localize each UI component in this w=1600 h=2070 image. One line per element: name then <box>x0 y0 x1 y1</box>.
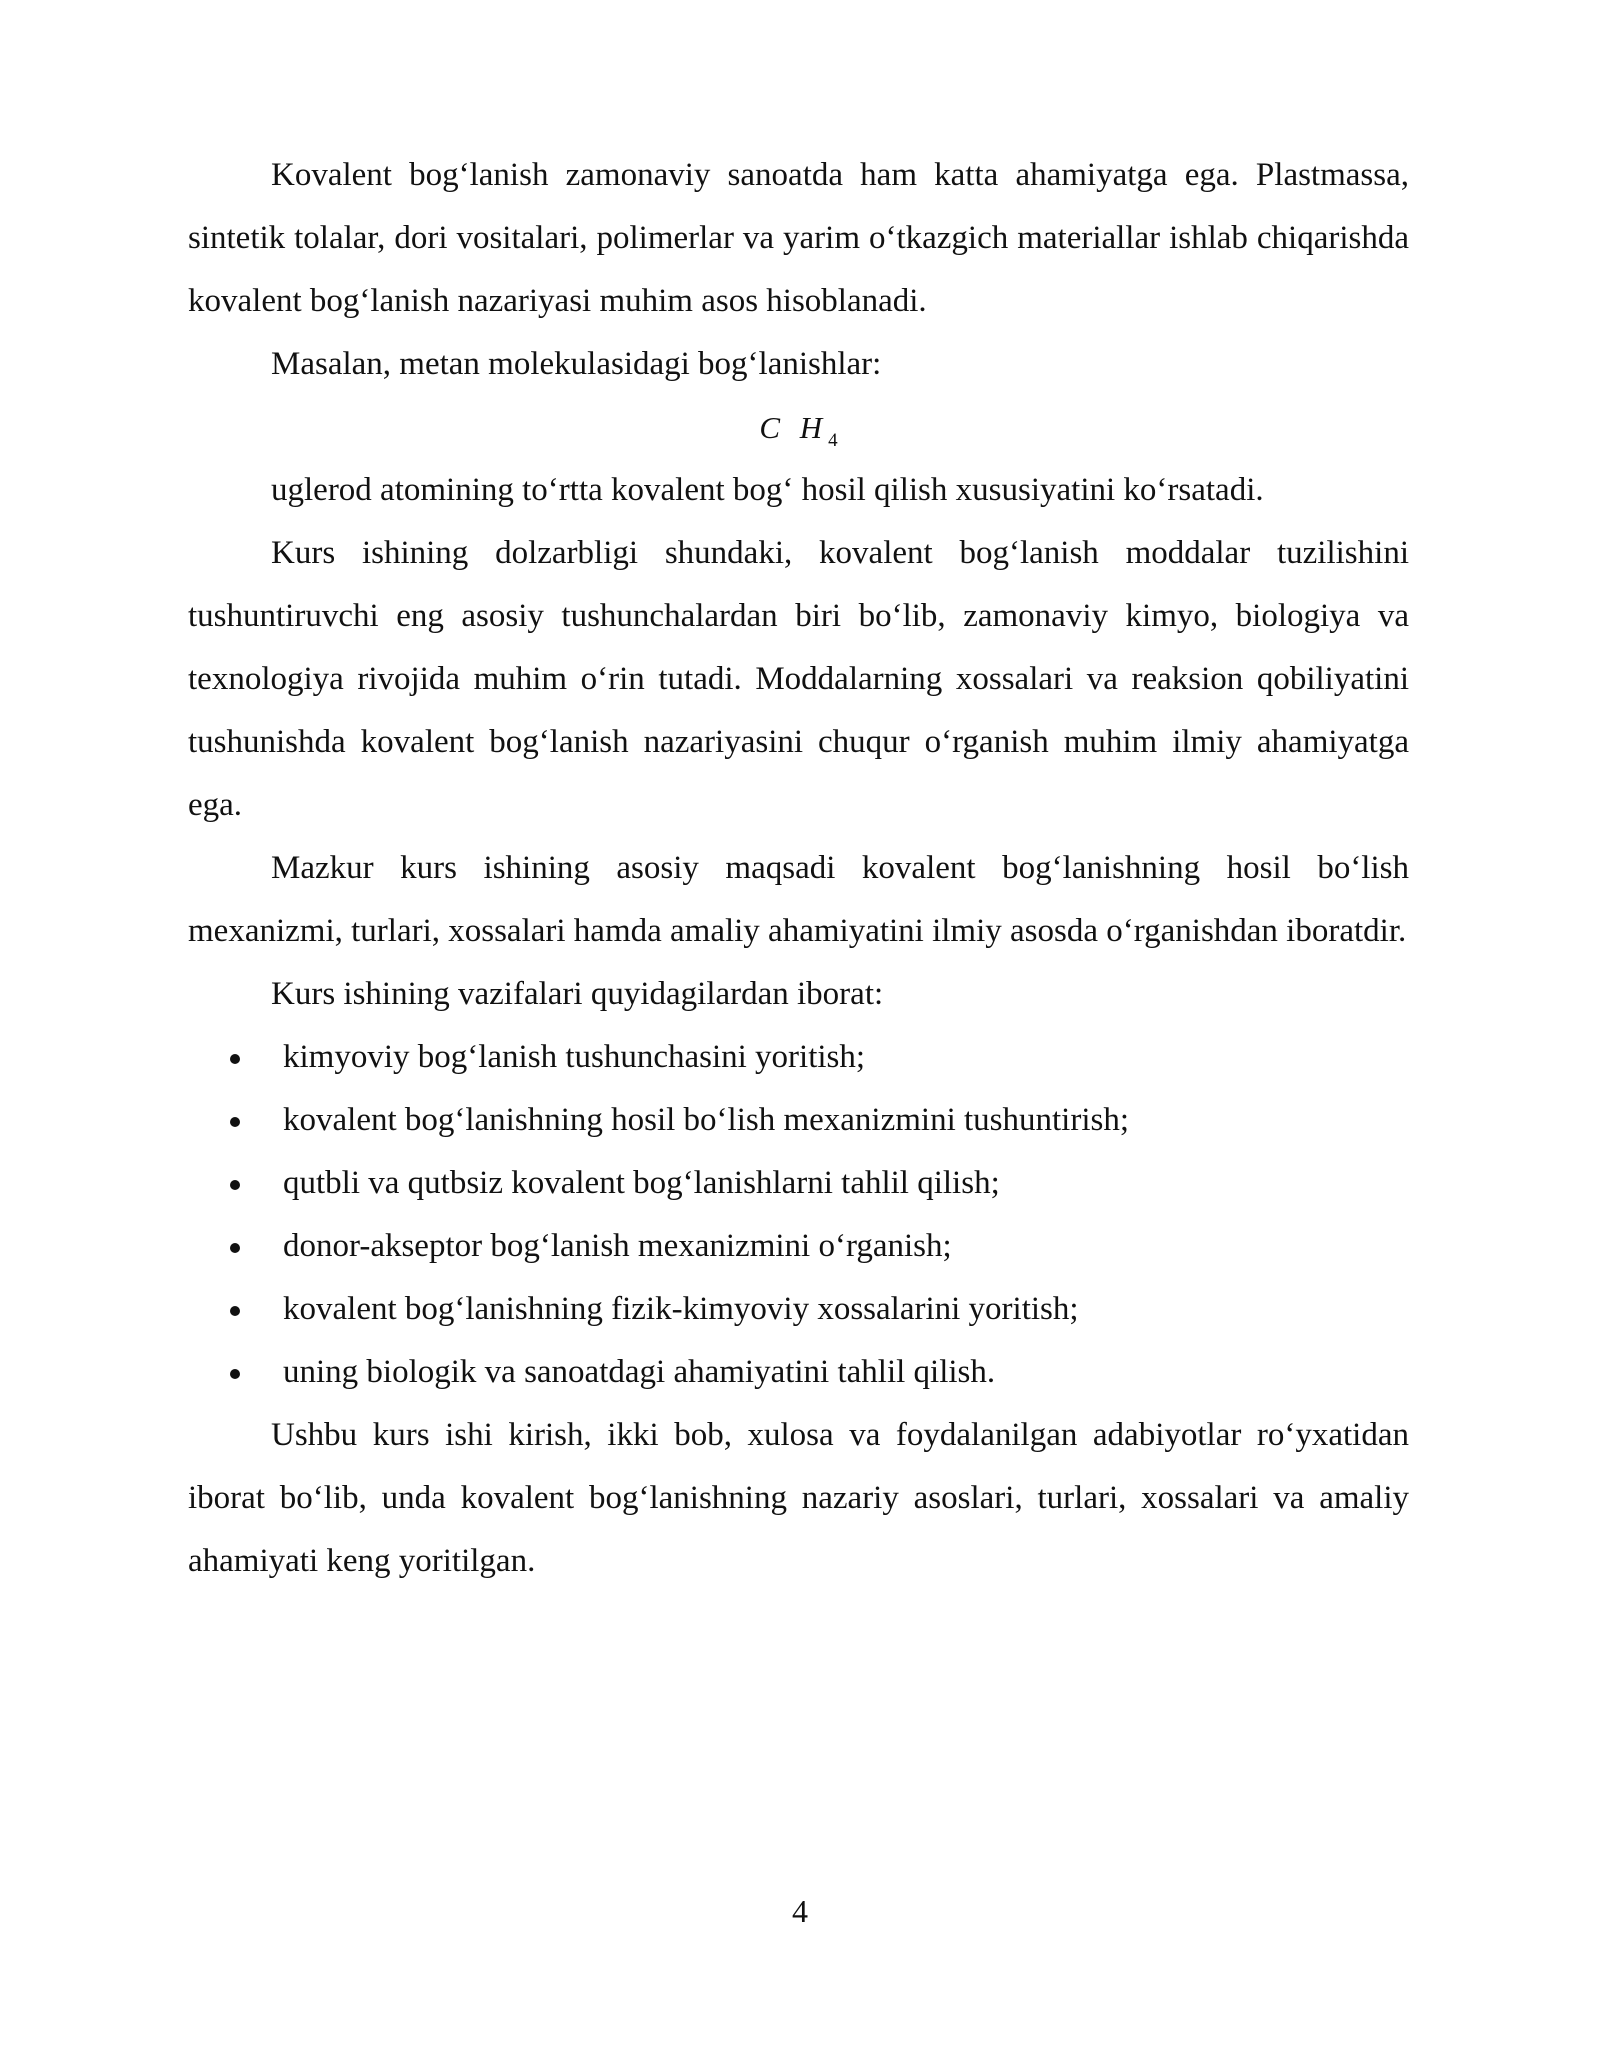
paragraph-methane-intro: Masalan, metan molekulasidagi bog‘lanishlar: <box>271 346 882 382</box>
bullet-icon <box>230 1243 240 1253</box>
paragraph-tasks-intro: Kurs ishining vazifalari quyidagilardan iborat: <box>271 976 884 1012</box>
bullet-icon <box>230 1306 240 1316</box>
paragraph-goal: Mazkur kurs ishining asosiy maqsadi kovalent bog‘lanishning hosil bo‘lish mexanizmi, turlari, xossalari hamda amaliy ahamiyatini ilmiy asosda o‘rganishdan iboratdir. <box>188 850 1409 949</box>
list-item <box>188 1152 1409 1215</box>
list-item <box>188 1278 1409 1341</box>
list-item-text: donor-akseptor bog‘lanish mexanizmini o‘rganish; <box>283 1228 952 1264</box>
paragraph-relevance: Kurs ishining dolzarbligi shundaki, kovalent bog‘lanish moddalar tuzilishini tushuntiruvchi eng asosiy tushunchalardan biri bo‘lib, zamonaviy kimyo, biologiya va texnologiya rivojida muhim o‘rin tutadi. Moddalarning xossalari va reaksion qobiliyatini tushunishda kovalent bog‘lanish nazariyasini chuqur o‘rganish muhim ilmiy ahamiyatga ega. <box>188 535 1409 823</box>
list-item-text: uning biologik va sanoatdagi ahamiyatini tahlil qilish. <box>283 1354 996 1390</box>
list-item-text: qutbli va qutbsiz kovalent bog‘lanishlarni tahlil qilish; <box>283 1165 1000 1201</box>
paragraph-industry-importance: Kovalent bog‘lanish zamonaviy sanoatda ham katta ahamiyatga ega. Plastmassa, sintetik tolalar, dori vositalari, polimerlar va yarim o‘tkazgich materiallar ishlab chiqarishda kovalent bog‘lanish nazariyasi muhim asos hisoblanadi. <box>188 157 1409 319</box>
list-item <box>188 1341 1409 1404</box>
paragraph-structure: Ushbu kurs ishi kirish, ikki bob, xulosa va foydalanilgan adabiyotlar ro‘yxatidan iborat bo‘lib, unda kovalent bog‘lanishning nazariy asoslari, turlari, xossalari va amaliy ahamiyati keng yoritilgan. <box>188 1417 1409 1579</box>
list-item <box>188 1089 1409 1152</box>
paragraph-methane-explanation: uglerod atomining to‘rtta kovalent bog‘ hosil qilish xususiyatini ko‘rsatadi. <box>271 472 1264 508</box>
methane-formula <box>188 396 1409 459</box>
list-item-text: kovalent bog‘lanishning fizik-kimyoviy xossalarini yoritish; <box>283 1291 1079 1327</box>
formula-base: C H <box>759 410 829 445</box>
list-item-text: kimyoviy bog‘lanish tushunchasini yoritish; <box>283 1039 866 1075</box>
bullet-icon <box>230 1117 240 1127</box>
page-number: 4 <box>792 1893 808 1929</box>
bullet-icon <box>230 1180 240 1190</box>
page-body <box>188 144 1409 1593</box>
bullet-icon <box>230 1054 240 1064</box>
list-item <box>188 1215 1409 1278</box>
list-item <box>188 1026 1409 1089</box>
tasks-list <box>188 1026 1409 1404</box>
bullet-icon <box>230 1369 240 1379</box>
formula-subscript: 4 <box>828 430 838 451</box>
list-item-text: kovalent bog‘lanishning hosil bo‘lish mexanizmini tushuntirish; <box>283 1102 1130 1138</box>
